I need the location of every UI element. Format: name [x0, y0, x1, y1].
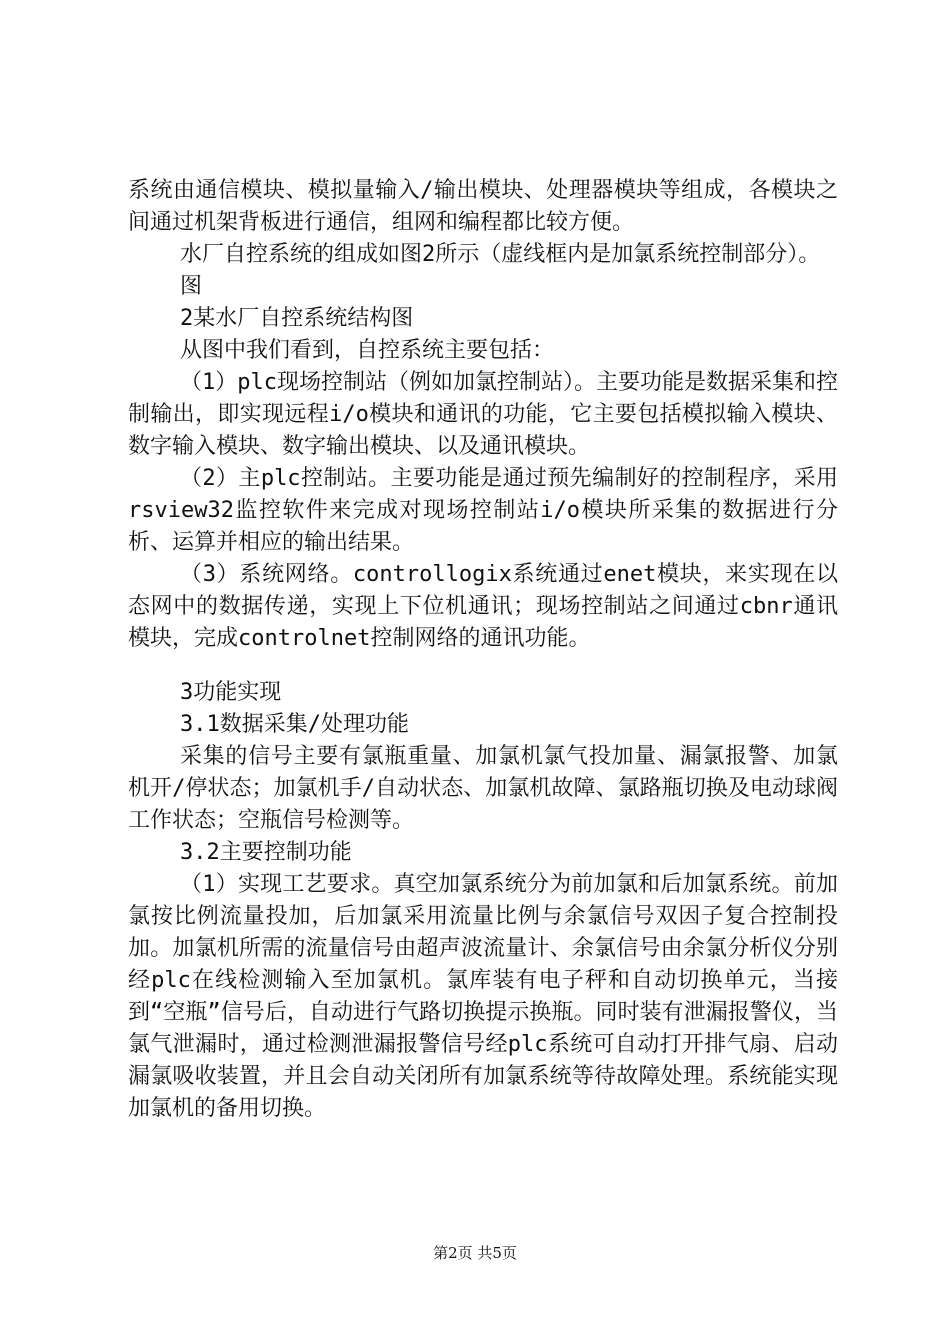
paragraph-control-function: （1）实现工艺要求。真空加氯系统分为前加氯和后加氯系统。前加氯按比例流量投加，后加氯采用流量比例与余氯信号双因子复合控制投加。加氯机所需的流量信号由超声波流量计、余氯信号由余氯分析仪分别经plc在线检测输入至加氯机。氯库装有电子秤和自动切换单元，当接到“空瓶”信号后，自动进行气路切换提示换瓶。同时装有泄漏报警仪，当氯气泄漏时，通过检测泄漏报警信号经plc系统可自动打开排气扇、启动漏氯吸收装置，并且会自动关闭所有加氯系统等待故障处理。系统能实现加氯机的备用切换。: [128, 872, 838, 1121]
section-heading-3: 3功能实现: [180, 680, 282, 705]
page-footer: 第2页 共5页: [433, 1244, 517, 1262]
paragraph-item-1: （1）plc现场控制站（例如加氯控制站）。主要功能是数据采集和控制输出，即实现远程i/o模块和通讯的功能，它主要包括模拟输入模块、数字输入模块、数字输出模块、以及通讯模块。: [128, 370, 838, 459]
paragraph-system-composition: 水厂自控系统的组成如图2所示（虚线框内是加氯系统控制部分）。: [180, 242, 821, 267]
document-body: [128, 175, 838, 1125]
paragraph-data-collection: 采集的信号主要有氯瓶重量、加氯机氯气投加量、漏氯报警、加氯机开/停状态；加氯机手/自动状态、加氯机故障、氯路瓶切换及电动球阀工作状态；空瓶信号检测等。: [128, 744, 838, 833]
paragraph-item-3: （3）系统网络。controllogix系统通过enet模块，来实现在以态网中的数据传递，实现上下位机通讯；现场控制站之间通过cbnr通讯模块，完成controlnet控制网络的通讯功能。: [128, 562, 838, 651]
section-heading-3-1: 3.1数据采集/处理功能: [180, 712, 409, 737]
paragraph-intro-list: 从图中我们看到，自控系统主要包括：: [180, 338, 555, 363]
section-heading-3-2: 3.2主要控制功能: [180, 840, 352, 865]
section-gap: [128, 655, 838, 677]
paragraph-item-2: （2）主plc控制站。主要功能是通过预先编制好的控制程序，采用rsview32监控软件来完成对现场控制站i/o模块所采集的数据进行分析、运算并相应的输出结果。: [128, 466, 838, 555]
figure-caption: 2某水厂自控系统结构图: [180, 306, 414, 331]
figure-label: 图: [180, 274, 203, 299]
paragraph-modules: 系统由通信模块、模拟量输入/输出模块、处理器模块等组成，各模块之间通过机架背板进行通信，组网和编程都比较方便。: [128, 178, 838, 235]
